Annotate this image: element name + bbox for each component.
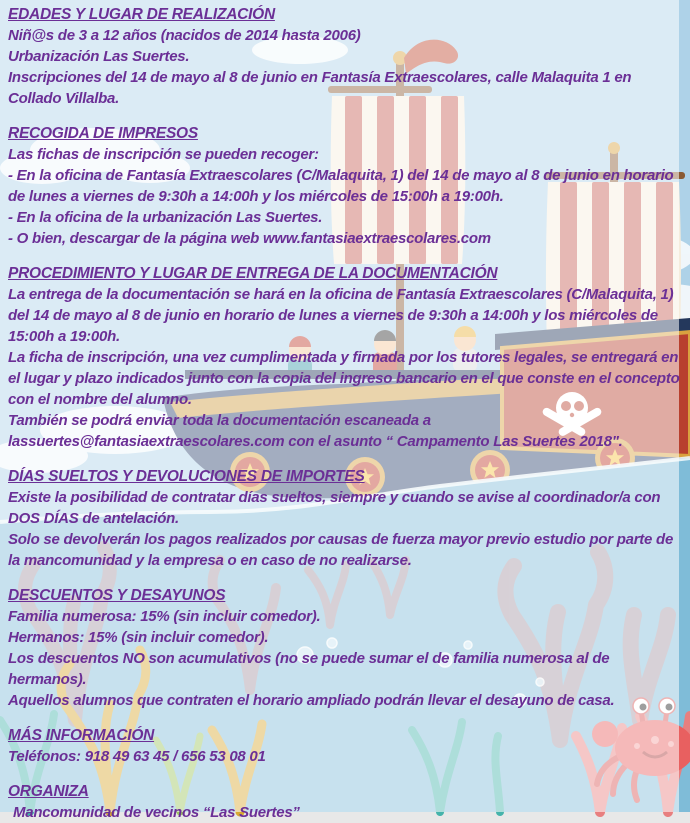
paragraph: Urbanización Las Suertes. <box>8 48 190 65</box>
section-edades <box>8 4 688 109</box>
paragraph: Niñ@s de 3 a 12 años (nacidos de 2014 hasta 2006) <box>8 27 361 44</box>
paragraph: La ficha de inscripción, una vez cumplimentada y firmada por los tutores legales, se entregará en el lugar y plazo indicados junto con la copia del ingreso bancario en el que conste en el concepto con el nombre del alumno. <box>8 349 680 408</box>
paragraph: Los descuentos NO son acumulativos (no se puede sumar el de familia numerosa al de hermanos). <box>8 650 610 688</box>
paragraph: lassuertes@fantasiaextraescolares.com con el asunto “ Campamento Las Suertes 2018". <box>8 433 623 450</box>
section-organiza <box>8 781 688 823</box>
paragraph: Las fichas de inscripción se pueden recoger: <box>8 146 319 163</box>
paragraph: Existe la posibilidad de contratar días sueltos, siempre y cuando se avise al coordinador/a con DOS DÍAS de antelación. <box>8 489 661 527</box>
section-heading: PROCEDIMIENTO Y LUGAR DE ENTREGA DE LA DOCUMENTACIÓN <box>8 265 498 282</box>
section-heading: DÍAS SUELTOS Y DEVOLUCIONES DE IMPORTES <box>8 468 365 485</box>
paragraph: Teléfonos: 918 49 63 45 / 656 53 08 01 <box>8 748 266 765</box>
paragraph: Hermanos: 15% (sin incluir comedor). <box>8 629 269 646</box>
section-heading: EDADES Y LUGAR DE REALIZACIÓN <box>8 6 275 23</box>
section-descuentos <box>8 585 688 711</box>
section-recogida <box>8 123 688 249</box>
section-heading: DESCUENTOS Y DESAYUNOS <box>8 587 226 604</box>
paragraph: Mancomunidad de vecinos “Las Suertes” <box>13 804 300 821</box>
paragraph: Familia numerosa: 15% (sin incluir comedor). <box>8 608 321 625</box>
paragraph: Aquellos alumnos que contraten el horario ampliado podrán llevar el desayuno de casa. <box>8 692 615 709</box>
paragraph: - O bien, descargar de la página web www.fantasiaextraescolares.com <box>8 230 491 247</box>
paragraph: Solo se devolverán los pagos realizados por causas de fuerza mayor previo estudio por parte de la mancomunidad y la empresa o en caso de no realizarse. <box>8 531 674 569</box>
section-procedimiento <box>8 263 688 452</box>
paragraph: - En la oficina de la urbanización Las Suertes. <box>8 209 323 226</box>
section-dias-sueltos <box>8 466 688 571</box>
paragraph: También se podrá enviar toda la documentación escaneada a <box>8 412 431 429</box>
section-heading: ORGANIZA <box>8 783 89 800</box>
paragraph: La entrega de la documentación se hará en la oficina de Fantasía Extraescolares (C/Malaquita, 1) del 14 de mayo al 8 de junio en horario de lunes a viernes de 9:30h a 14:00h y los miércoles de 15:00h a 19:00h. <box>8 286 674 345</box>
section-heading: RECOGIDA DE IMPRESOS <box>8 125 198 142</box>
paragraph: Inscripciones del 14 de mayo al 8 de junio en Fantasía Extraescolares, calle Malaquita 1 en Collado Villalba. <box>8 69 632 107</box>
paragraph: - En la oficina de Fantasía Extraescolares (C/Malaquita, 1) del 14 de mayo al 8 de junio en horario de lunes a viernes de 9:30h a 14:00h y los miércoles de 15:00h a 19:00h. <box>8 167 674 205</box>
section-heading: MÁS INFORMACIÓN <box>8 727 155 744</box>
section-mas-informacion <box>8 725 688 767</box>
